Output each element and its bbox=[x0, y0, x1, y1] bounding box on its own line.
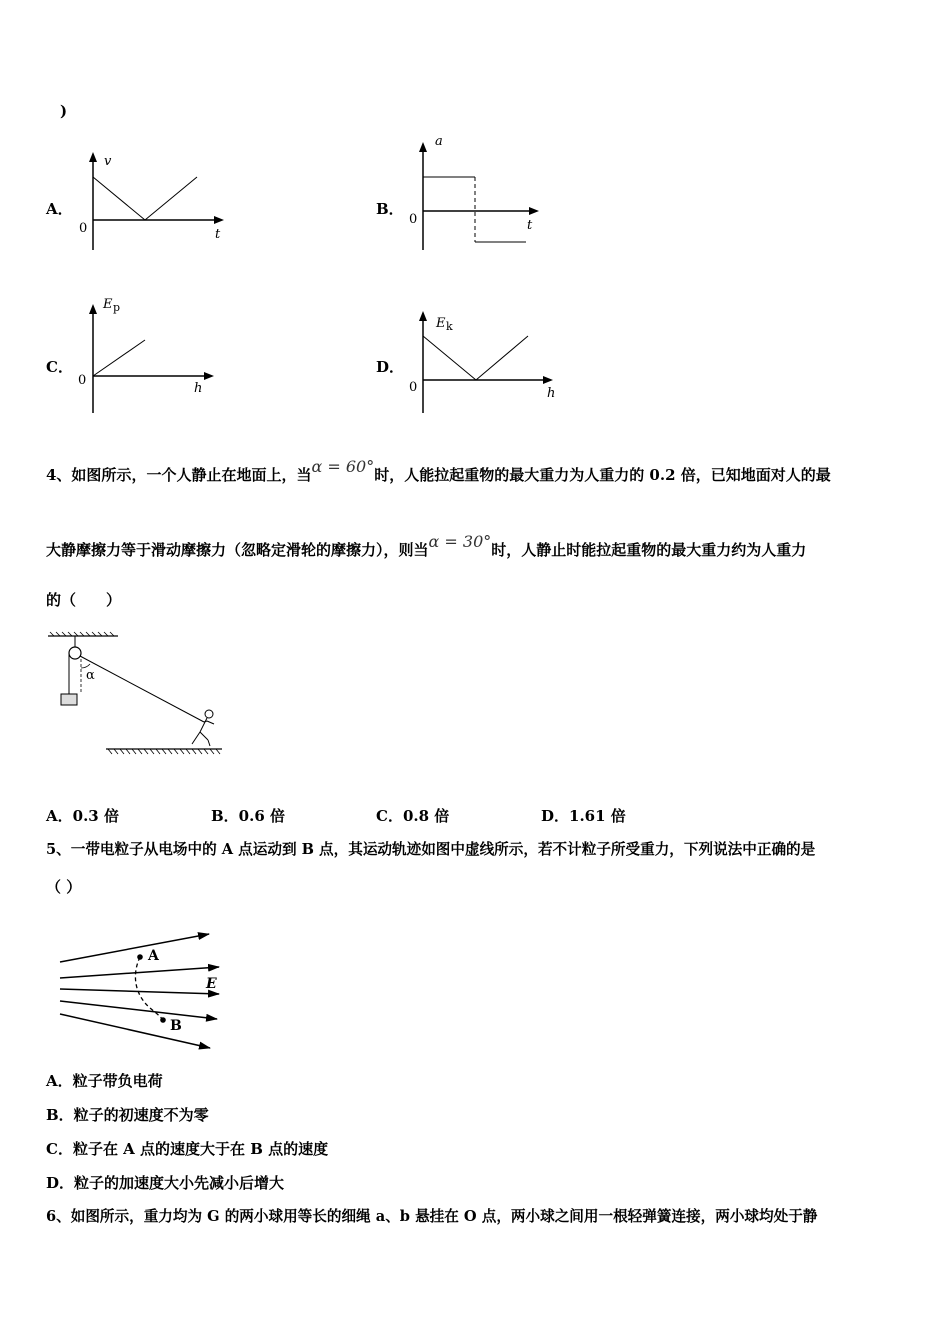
q3-option-c-label: C． bbox=[46, 358, 73, 376]
q4-line-1-b: 时，人能拉起重物的最大重力为人重力的 0.2 倍，已知地面对人的最 bbox=[374, 466, 831, 484]
q3-option-b-label: B． bbox=[376, 200, 404, 218]
q4-option-a: A．0.3 倍 bbox=[46, 807, 119, 825]
q3-a-ylabel: v bbox=[104, 154, 112, 169]
q5-field-e: E bbox=[206, 976, 217, 992]
q3-d-ylabel: E bbox=[436, 316, 446, 331]
q3-a-origin: 0 bbox=[79, 221, 88, 236]
q3-option-a-label: A． bbox=[46, 200, 73, 218]
q5-point-a: A bbox=[148, 948, 159, 964]
q4-line-3: 的（ ） bbox=[46, 591, 122, 609]
q4-line-2-b: 时，人静止时能拉起重物的最大重力约为人重力 bbox=[491, 541, 807, 559]
q3-c-xlabel: h bbox=[194, 381, 203, 396]
closing-paren: ) bbox=[60, 102, 68, 120]
q3-d-origin: 0 bbox=[409, 380, 418, 395]
q4-figure-alpha: α bbox=[86, 668, 95, 683]
q3-d-xlabel: h bbox=[547, 386, 556, 401]
q4-line-1-a: 4、如图所示，一个人静止在地面上，当 bbox=[46, 466, 312, 484]
q5-line-1: 5、一带电粒子从电场中的 A 点运动到 B 点，其运动轨迹如图中虚线所示，若不计粒子所受重力，下列说法中正确的是 bbox=[46, 841, 816, 858]
q3-option-d-label: D． bbox=[376, 358, 405, 376]
q3-c-origin: 0 bbox=[78, 373, 87, 388]
q3-option-b-graph bbox=[400, 130, 550, 255]
q3-c-ylabel-sub: p bbox=[113, 301, 121, 314]
q5-field-figure bbox=[52, 922, 227, 1054]
q3-a-xlabel: t bbox=[215, 227, 221, 242]
q5-point-b: B bbox=[170, 1018, 182, 1034]
q3-b-origin: 0 bbox=[409, 212, 418, 227]
q5-line-2: （ ） bbox=[46, 878, 82, 896]
q3-d-ylabel-sub: k bbox=[446, 320, 453, 333]
q3-c-ylabel: E bbox=[103, 297, 113, 312]
q3-option-c-graph bbox=[70, 292, 230, 417]
q4-option-d: D．1.61 倍 bbox=[541, 807, 626, 825]
q3-b-ylabel: a bbox=[435, 134, 443, 149]
q3-b-xlabel: t bbox=[527, 218, 533, 233]
man-figure bbox=[192, 710, 214, 746]
q4-alpha-30: α = 30° bbox=[428, 532, 492, 551]
q4-line-2 bbox=[46, 532, 807, 560]
q6-line-1: 6、如图所示，重力均为 G 的两小球用等长的细绳 a、b 悬挂在 O 点，两小球之间用一根轻弹簧连接，两小球均处于静 bbox=[46, 1208, 818, 1225]
q5-option-d: D．粒子的加速度大小先减小后增大 bbox=[46, 1174, 285, 1192]
q4-line-2-a: 大静摩擦力等于滑动摩擦力（忽略定滑轮的摩擦力），则当 bbox=[46, 541, 429, 559]
q4-option-c: C．0.8 倍 bbox=[376, 807, 450, 825]
q5-option-c: C．粒子在 A 点的速度大于在 B 点的速度 bbox=[46, 1140, 329, 1158]
q4-line-1 bbox=[46, 457, 831, 485]
q5-option-a: A．粒子带负电荷 bbox=[46, 1072, 163, 1090]
q3-option-a-graph bbox=[70, 150, 240, 255]
q3-option-d-graph bbox=[400, 305, 570, 420]
q4-alpha-60: α = 60° bbox=[311, 457, 375, 476]
q4-pulley-figure bbox=[42, 628, 232, 760]
q5-option-b: B．粒子的初速度不为零 bbox=[46, 1106, 209, 1124]
q4-option-b: B．0.6 倍 bbox=[211, 807, 285, 825]
